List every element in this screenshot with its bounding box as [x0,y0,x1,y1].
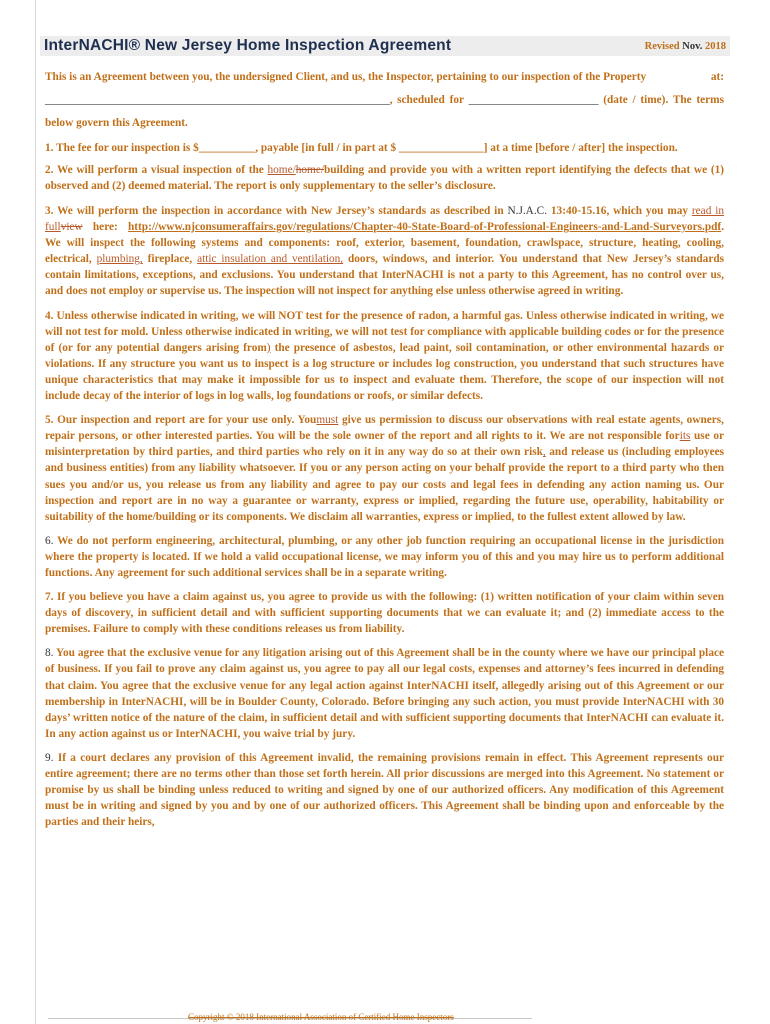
clause-8-venue [45,645,724,742]
clause-6-licensing [45,533,724,581]
clause-1-fee [45,137,724,160]
date-blank[interactable]: _______________________ [468,94,599,107]
clause-3-text-b: 13:40-15.16, which you may [550,205,689,217]
revision-date [645,41,726,52]
clause-7-claims [45,589,724,637]
inserted-text: home/ [267,163,296,176]
clause-1-text: 1. The fee for our inspection is $__________, payable [in full / in part at $ _______________] at a time [before / after] the inspection. [45,141,678,154]
page-footer [40,1012,730,1024]
clause-4-exclusions [45,308,724,405]
clause-5-text-b: give us permission to discuss our observations with real estate agents, owners, repair persons, or other interested parties. You will be the sole owner of the report and all rights to it. We are not responsible for [45,414,724,443]
clause-3-text-d: . We will inspect the following systems and components: roof, exterior, basement, foundation, crawlspace, structure, heating, cooling, electrical, [45,221,725,266]
deleted-text: view [60,221,83,234]
clause-6-text: We do not perform engineering, architectural, plumbing, or any other job function requiring an occupational license in the jurisdiction where the property is located. If we hold a valid occupational license, we may inform you of this and you may hire us to perform additional functions. Any agreement for such additional services shall be in a separate writing. [45,534,725,579]
inserted-text: must [316,414,339,427]
document-title: InterNACHI® New Jersey Home Inspection Agreement [44,37,452,54]
clause-3-text-f: doors, windows, and interior. You understand that New Jersey’s standards contain limitations, exceptions, and exclusions. You understand that InterNACHI is not a party to this Agreement, has no control over us, and does not employ or supervise us. The inspection will not inspect for anything else unless otherwise agreed in writing. [45,253,725,298]
clause-6-number: 6. [45,534,54,547]
clause-3-standards [45,203,724,300]
intro-text: This is an Agreement between you, the undersigned Client, and us, the Inspector, pertaining to our inspection of the Property [45,71,647,83]
revised-label: Revised [644,40,680,52]
intro-scheduled: , scheduled for [389,94,464,107]
clause-9-number: 9. [45,751,54,764]
regulation-code: N.J.A.C. [507,205,548,217]
clause-8-text: You agree that the exclusive venue for any litigation arising out of this Agreement shall be in the county where we have our principal place of business. If you fail to prove any claim against us, you agree to pay all our legal costs, expenses and attorney’s fees incurred in defending that claim. You agree that the exclusive venue for any legal action against InterNACHI itself, allegedly arising out of this Agreement or our membership in InterNACHI, will be in Boulder County, Colorado. Before bringing any such action, you must provide InterNACHI with 30 days’ written notice of the nature of the claim, in sufficient detail and with sufficient supporting documents that InterNACHI can evaluate it. In any action against us or InterNACHI, you waive trial by jury. [45,647,724,740]
clause-4-text-a: 4. Unless otherwise indicated in writing, we will NOT test for the presence of radon, a harmful gas. Unless otherwise indicated in writing, we will not test for mold. Unless otherwise indicated in writing, we will not test for compliance with applicable building codes or for the presence of (or for any potential dangers arising from [45,309,724,354]
clause-2-text-b: building and provide you with a written report identifying the defects that we (1) observed and (2) deemed material. The report is only supplementary to the seller’s disclosure. [45,163,724,192]
inserted-text: its [679,430,691,443]
clause-3-text-e: fireplace, [147,253,193,266]
page-margin-line [35,0,36,1024]
clause-3-text-c: here: [92,221,118,234]
intro-at: at: [710,71,724,83]
clause-5-text-a: 5. Our inspection and report are for your use only. You [45,414,317,427]
inserted-text: ) [266,341,271,354]
intro-date-time: (date / time). The terms below govern this Agreement. [45,94,724,130]
standards-link[interactable]: http://www.njconsumeraffairs.gov/regulations/Chapter-40-State-Board-of-Professional-Engineers-and-Land-Surveyors.pdf [128,221,722,234]
revised-month: Nov. [682,40,703,52]
clause-3-text-a: 3. We will perform the inspection in accordance with New Jersey’s standards as described in [45,205,504,217]
clause-4-text-b: the presence of asbestos, lead paint, soil contamination, or other environmental hazards or violations. If any structure you want us to inspect is a log structure or includes log construction, you understand that such structures have unique characteristics that may make it impossible for us to inspect and evaluate them. Therefore, the scope of our inspection will not include decay of the interior of logs in log walls, log foundations or roofs, or similar defects. [45,341,724,403]
clause-5-text-c: use or misinterpretation by third parties, and third parties who rely on it in any way do so at their own risk [45,430,725,459]
clause-5-text-d: and release us (including employees and business entities) from any liability whatsoever. If you or any person acting on your behalf provide the report to a third party who then sues you and/or us, you release us from any liability and agree to pay our costs and legal fees in defending any action naming us. Our inspection and report are in no way a guarantee or warranty, express or implied, regarding the future use, operability, habitability or suitability of the home/building or its components. We disclaim all warranties, express or implied, to the fullest extent allowed by law. [45,446,724,523]
copyright-notice: Copyright © 2018 International Association of Certified Home Inspectors [188,1012,454,1022]
intro-paragraph [45,66,724,136]
inserted-text: read in full [45,205,724,234]
deleted-text: home/ [295,163,324,176]
clause-9-text: If a court declares any provision of this Agreement invalid, the remaining provisions remain in effect. This Agreement represents our entire agreement; there are no terms other than those set forth herein. All prior discussions are merged into this Agreement. No statement or promise by us shall be binding unless reduced to writing and signed by one of our authorized officers. Any modification of this Agreement must be in writing and signed by you and by one of our authorized officers. This Agreement shall be binding upon and enforceable by the parties and their heirs, [45,751,725,829]
header-bar [40,36,730,56]
clause-9-severability [45,750,724,830]
inserted-text: plumbing, [96,253,143,266]
clause-5-report-use [45,412,724,525]
agreement-body [45,66,724,838]
clause-2-text-a: 2. We will perform a visual inspection of the [45,163,264,176]
inserted-text: attic insulation and ventilation, [197,253,344,266]
revised-year: 2018 [705,40,726,52]
clause-8-number: 8. [45,647,54,660]
address-blank[interactable]: _____________________________________________________________ [45,94,390,107]
clause-2-visual-inspection [45,162,724,194]
clause-7-text: 7. If you believe you have a claim against us, you agree to provide us with the following: (1) written notification of your claim within seven days of discovery, in sufficient detail and with sufficient supporting documents that we can evaluate it; and (2) immediate access to the premises. Failure to comply with these conditions releases us from liability. [45,591,724,636]
inserted-text: , [542,446,546,459]
